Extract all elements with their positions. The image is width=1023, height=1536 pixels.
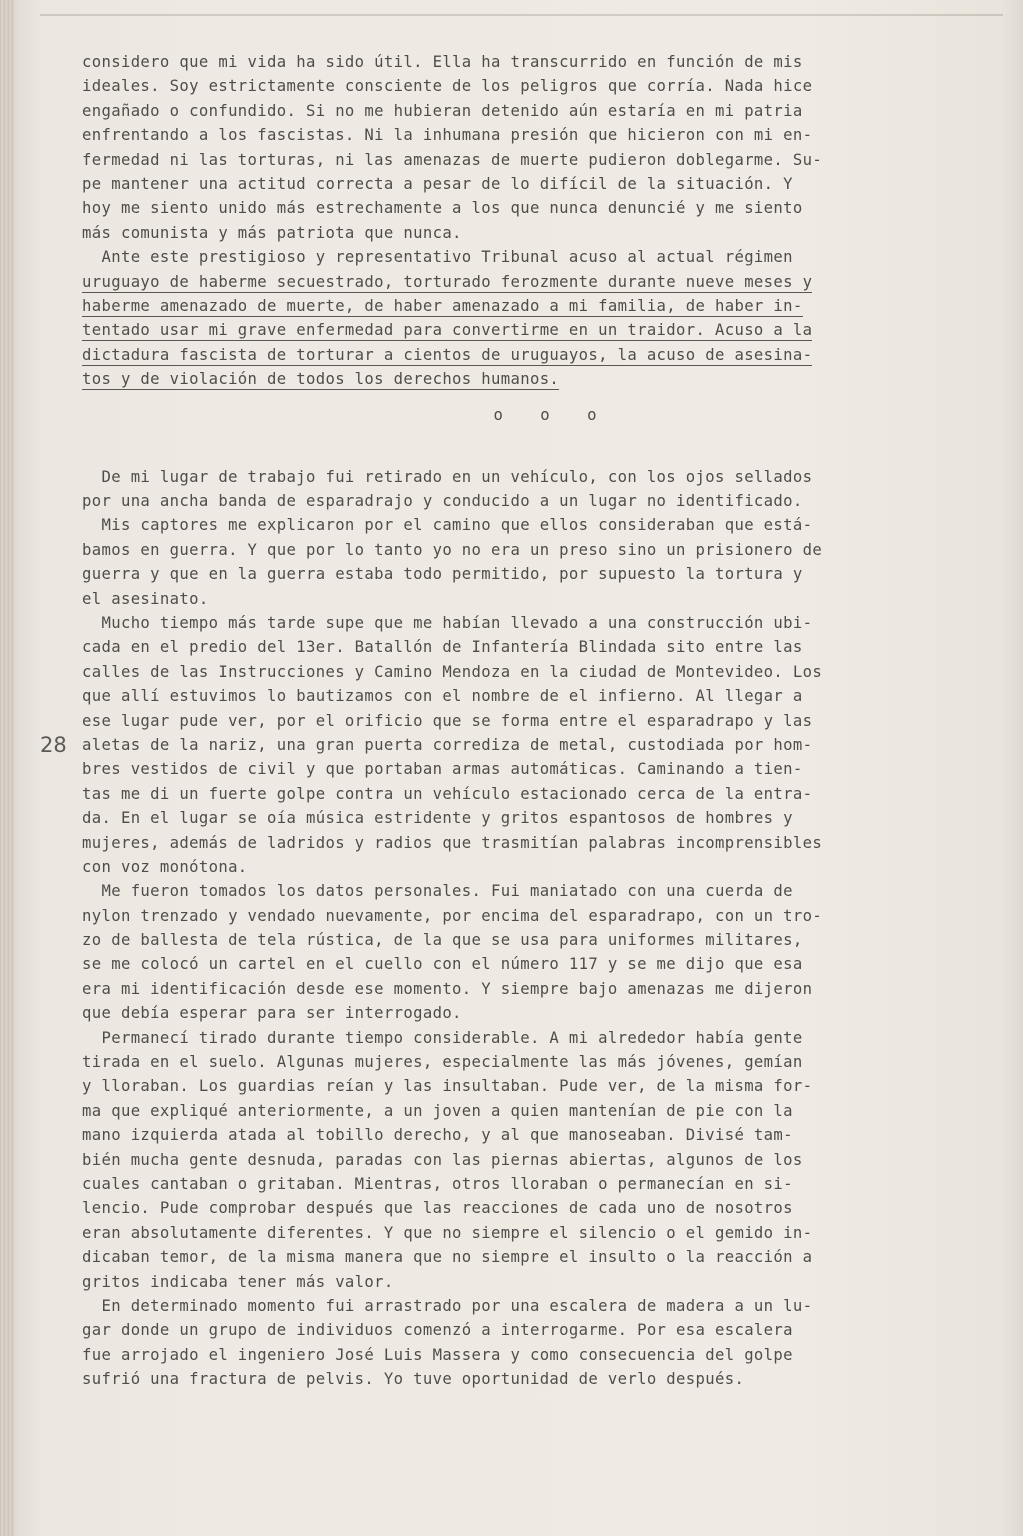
- text-line: En determinado momento fui arrastrado por una escalera de madera a un lu-: [82, 1296, 813, 1315]
- text-line: se me colocó un cartel en el cuello con el número 117 y se me dijo que esa: [82, 955, 803, 974]
- text-line: considero que mi vida ha sido útil. Ella ha transcurrido en función de mis: [82, 53, 803, 71]
- text-line: lencio. Pude comprobar después que las reacciones de cada uno de nosotros: [82, 1199, 793, 1218]
- paragraph: [82, 611, 992, 879]
- text-line: pe mantener una actitud correcta a pesar de lo difícil de la situación. Y: [82, 174, 793, 193]
- text-line: Ante este prestigioso y representativo Tribunal acuso al actual régimen: [82, 248, 793, 267]
- text-line: eran absolutamente diferentes. Y que no siempre el silencio o el gemido in-: [82, 1223, 813, 1242]
- text-line: cada en el predio del 13er. Batallón de Infantería Blindada sito entre las: [82, 638, 803, 657]
- text-line: Me fueron tomados los datos personales. Fui maniatado con una cuerda de: [82, 882, 793, 901]
- spacer: [82, 440, 992, 464]
- underlined-text: tos y de violación de todos los derechos humanos.: [82, 370, 560, 389]
- text-line: fue arrojado el ingeniero José Luis Massera y como consecuencia del golpe: [82, 1345, 793, 1364]
- underlined-text: haberme amenazado de muerte, de haber amenazado a mi familia, de haber in-: [82, 296, 803, 315]
- text-line: más comunista y más patriota que nunca.: [82, 223, 462, 242]
- text-line: gritos indicaba tener más valor.: [82, 1272, 394, 1291]
- text-line: enfrentando a los fascistas. Ni la inhumana presión que hicieron con mi en-: [82, 126, 813, 145]
- page-binding-edge: [0, 0, 14, 1536]
- text-line: ma que expliqué anteriormente, a un joven a quien mantenían de pie con la: [82, 1101, 793, 1120]
- paragraph: [82, 1026, 992, 1294]
- text-line: fermedad ni las torturas, ni las amenazas de muerte pudieron doblegarme. Su-: [82, 150, 823, 169]
- underlined-text-line: [82, 270, 992, 294]
- text-line: el asesinato.: [82, 589, 209, 608]
- text-line: tas me di un fuerte golpe contra un vehículo estacionado cerca de la entra-: [82, 784, 813, 803]
- text-line: da. En el lugar se oía música estridente y gritos espantosos de hombres y: [82, 809, 793, 828]
- text-line: con voz monótona.: [82, 857, 248, 876]
- text-line: bién mucha gente desnuda, paradas con las piernas abiertas, algunos de los: [82, 1150, 803, 1169]
- text-line: nylon trenzado y vendado nuevamente, por encima del esparadrapo, con un tro-: [82, 906, 823, 925]
- underlined-text: dictadura fascista de torturar a cientos de uruguayos, la acuso de asesina-: [82, 345, 813, 364]
- text-line: tirada en el suelo. Algunas mujeres, especialmente las más jóvenes, gemían: [82, 1053, 803, 1072]
- paragraph: [82, 879, 992, 1025]
- underlined-text-line: [82, 343, 992, 367]
- text-line: dicaban temor, de la misma manera que no siempre el insulto o la reacción a: [82, 1248, 813, 1267]
- text-line: y lloraban. Los guardias reían y las insultaban. Pude ver, de la misma for-: [82, 1077, 813, 1096]
- paragraph: [82, 465, 992, 514]
- underlined-text-line: [82, 367, 992, 391]
- text-line: Mucho tiempo más tarde supe que me habían llevado a una construcción ubi-: [82, 614, 813, 632]
- text-line: zo de ballesta de tela rústica, de la que se usa para uniformes militares,: [82, 931, 803, 950]
- text-line: era mi identificación desde ese momento. Y siempre bajo amenazas me dijeron: [82, 979, 813, 998]
- section-separator: o o o: [493, 406, 611, 425]
- paragraph: [82, 50, 992, 245]
- text-line: engañado o confundido. Si no me hubieran detenido aún estaría en mi patria: [82, 101, 803, 120]
- text-line: mano izquierda atada al tobillo derecho, y al que manoseaban. Divisé tam-: [82, 1126, 793, 1145]
- text-line: bamos en guerra. Y que por lo tanto yo no era un preso sino un prisionero de: [82, 540, 823, 559]
- paragraph: [82, 513, 992, 611]
- text-line: por una ancha banda de esparadrajo y conducido a un lugar no identificado.: [82, 492, 803, 511]
- text-line: sufrió una fractura de pelvis. Yo tuve oportunidad de verlo después.: [82, 1370, 745, 1389]
- text-line: ideales. Soy estrictamente consciente de los peligros que corría. Nada hice: [82, 77, 813, 96]
- underlined-text: tentado usar mi grave enfermedad para convertirme en un traidor. Acuso a la: [82, 321, 813, 340]
- text-line: gar donde un grupo de individuos comenzó a interrogarme. Por esa escalera: [82, 1321, 793, 1340]
- text-line: cuales cantaban o gritaban. Mientras, otros lloraban o permanecían en si-: [82, 1174, 793, 1193]
- text-line: que debía esperar para ser interrogado.: [82, 1004, 462, 1023]
- underlined-text-line: [82, 318, 992, 342]
- text-line: De mi lugar de trabajo fui retirado en un vehículo, con los ojos sellados: [82, 467, 813, 486]
- page-top-rule: [40, 14, 1003, 16]
- text-line: Mis captores me explicaron por el camino que ellos consideraban que está-: [82, 516, 813, 535]
- text-line: calles de las Instrucciones y Camino Mendoza en la ciudad de Montevideo. Los: [82, 662, 823, 681]
- text-line: ese lugar pude ver, por el orificio que se forma entre el esparadrapo y las: [82, 711, 813, 730]
- text-line: hoy me siento unido más estrechamente a los que nunca denuncié y me siento: [82, 199, 803, 218]
- underlined-text-line: [82, 294, 992, 318]
- accusation-paragraph: [82, 245, 992, 391]
- text-line: aletas de la nariz, una gran puerta corrediza de metal, custodiada por hom-: [82, 735, 813, 754]
- text-line: bres vestidos de civil y que portaban armas automáticas. Caminando a tien-: [82, 760, 803, 779]
- paragraph: [82, 1294, 992, 1392]
- text-line: mujeres, además de ladridos y radios que trasmitían palabras incomprensibles: [82, 833, 823, 852]
- document-body: [82, 50, 992, 1392]
- text-line: Permanecí tirado durante tiempo considerable. A mi alrededor había gente: [82, 1028, 803, 1047]
- text-line: que allí estuvimos lo bautizamos con el nombre de el infierno. Al llegar a: [82, 687, 803, 706]
- page-number: 28: [40, 733, 67, 757]
- text-line: guerra y que en la guerra estaba todo permitido, por supuesto la tortura y: [82, 565, 803, 584]
- underlined-text: uruguayo de haberme secuestrado, torturado ferozmente durante nueve meses y: [82, 272, 813, 291]
